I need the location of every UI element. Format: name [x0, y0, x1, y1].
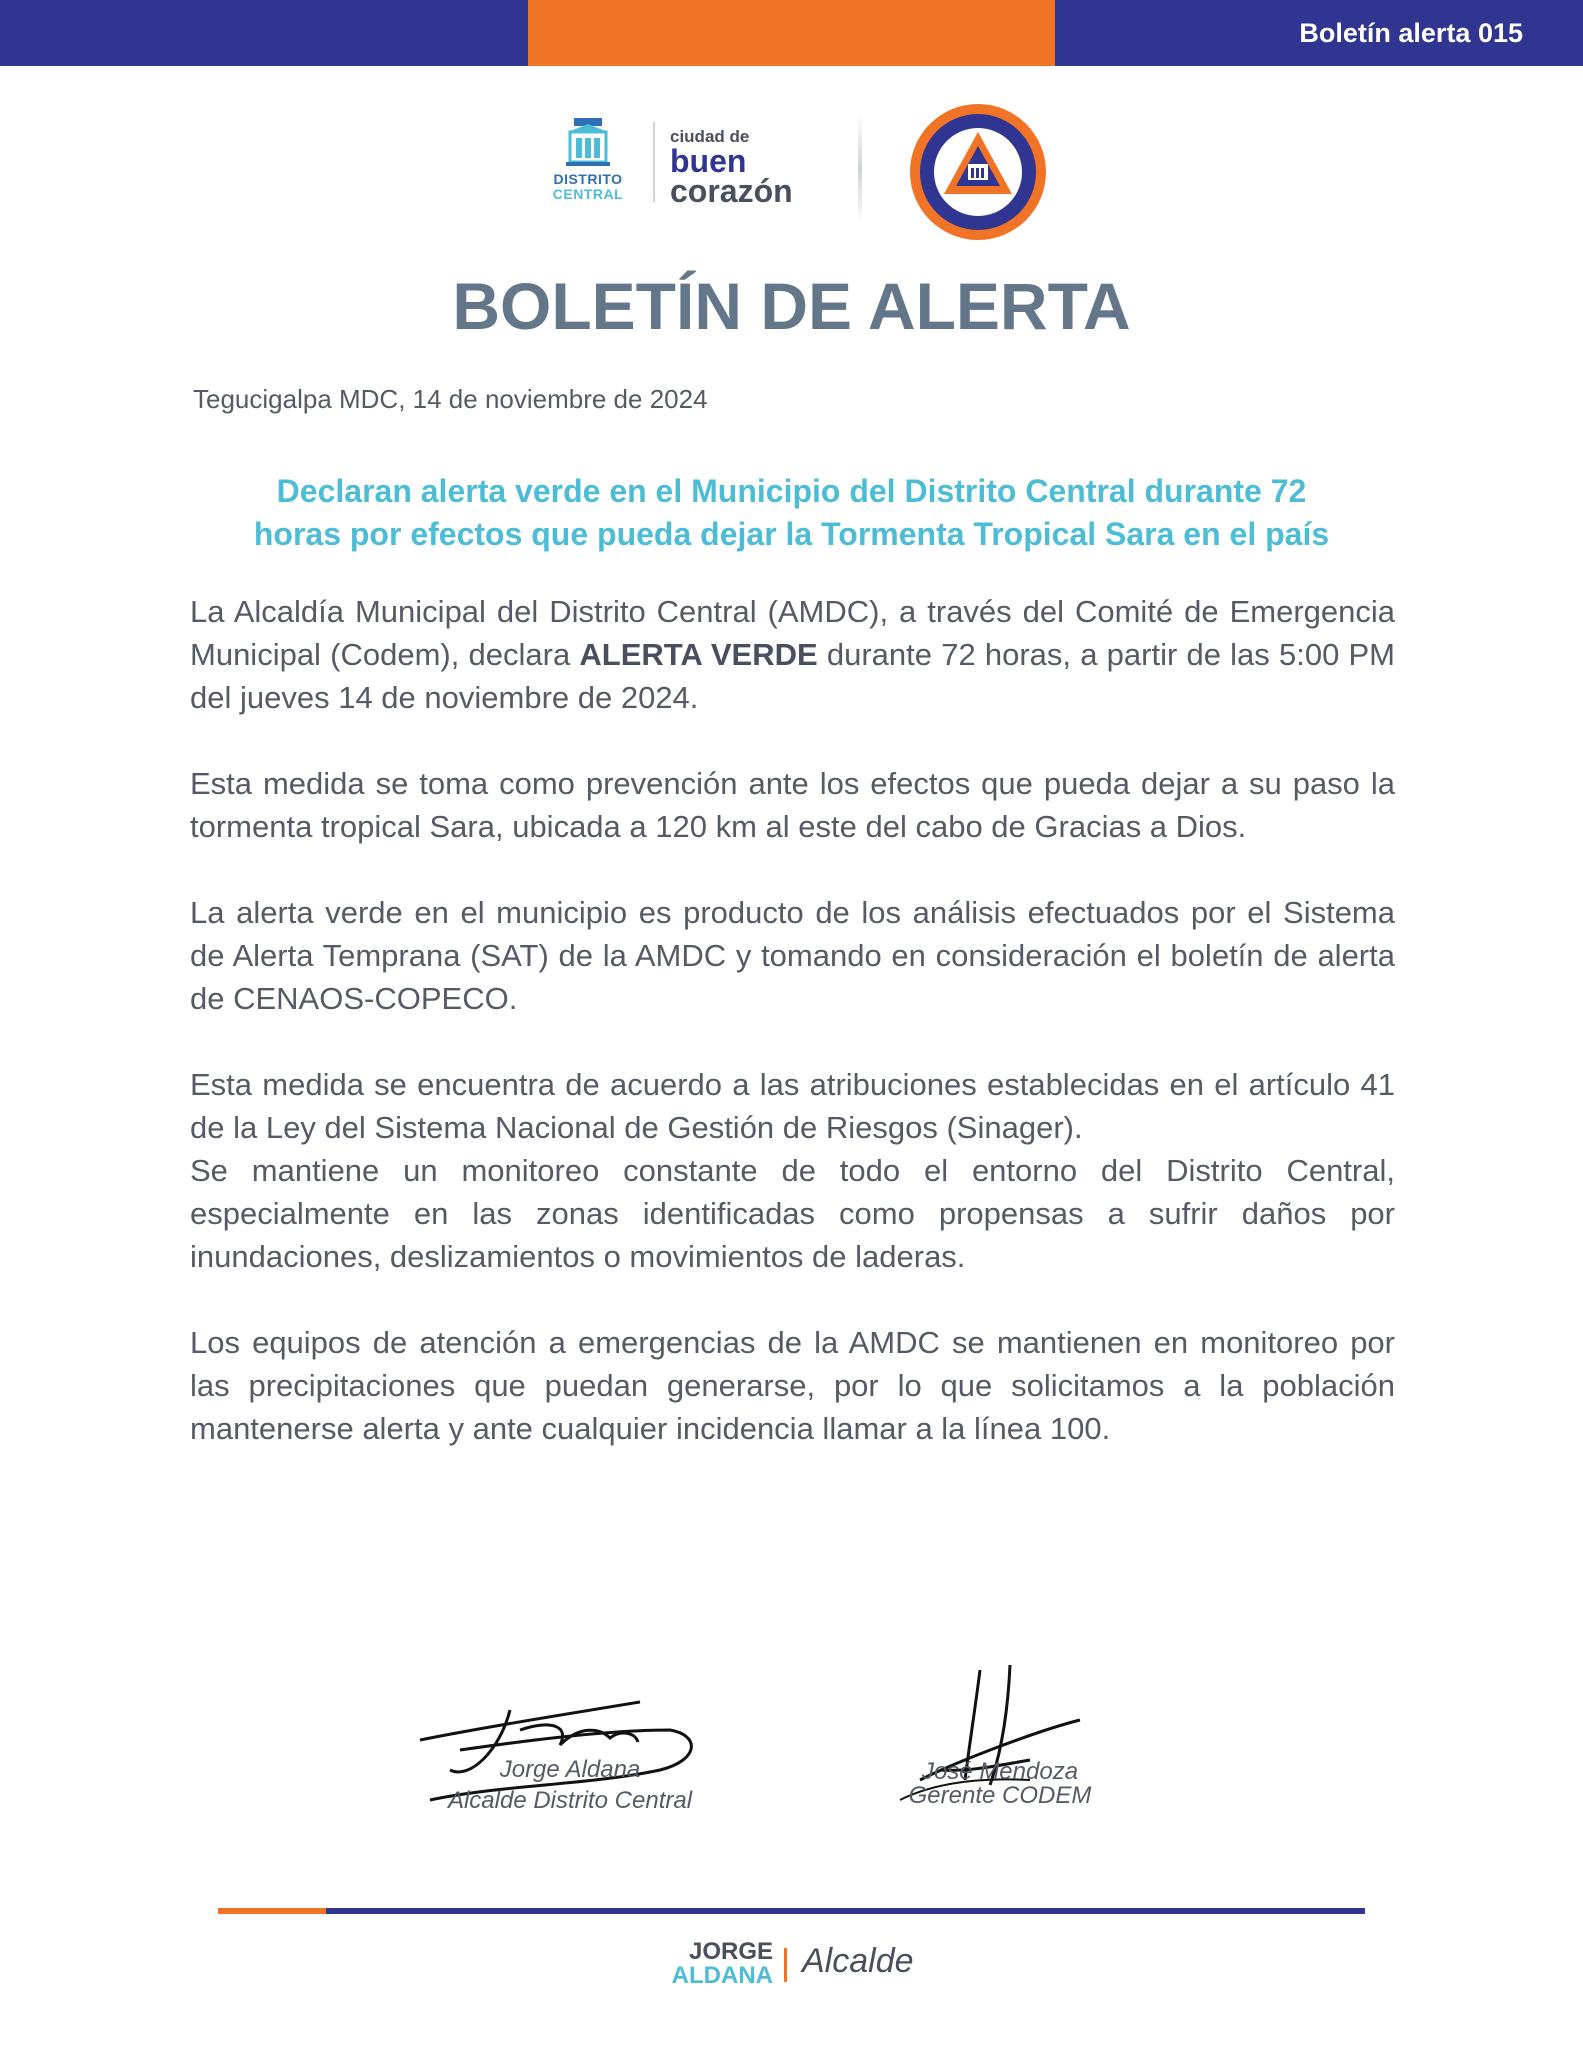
headline — [150, 470, 1433, 556]
buen-corazon-logo — [670, 128, 840, 208]
paragraph-3: La alerta verde en el municipio es producto de los análisis efectuados por el Sistema de Alerta Temprana (SAT) de la AMDC y tomando en consideración el boletín de alerta de CENAOS-COPECO. — [190, 895, 1395, 1016]
paragraph-2: Esta medida se toma como prevención ante los efectos que pueda dejar a su paso la tormenta tropical Sara, ubicada a 120 km al este del cabo de Gracias a Dios. — [190, 766, 1395, 844]
signature-2-name: José Mendoza — [921, 1758, 1079, 1785]
footer-role: Alcalde — [802, 1942, 914, 1980]
footer-separator — [784, 1948, 787, 1982]
footer-name-line2: ALDANA — [671, 1962, 773, 1989]
distrito-central-logo — [538, 112, 638, 212]
footer-rule-blue — [326, 1908, 1365, 1914]
footer-name — [648, 1940, 773, 1988]
logo-divider-2 — [858, 114, 862, 224]
header-bar-center — [528, 0, 1055, 66]
logo-divider — [653, 122, 655, 202]
dc-line2: CENTRAL — [552, 186, 624, 202]
codem-seal-icon — [908, 102, 1048, 242]
signature-2-role: Gerente CODEM — [908, 1782, 1092, 1809]
footer-rule-orange — [218, 1908, 326, 1914]
paragraph-6: Los equipos de atención a emergencias de la AMDC se mantienen en monitoreo por las precipitaciones que puedan generarse, por lo que solicitamos a la población mantenerse alerta y ante cualquier incidencia llamar a la línea 100. — [190, 1325, 1395, 1446]
city-hall-icon — [538, 112, 638, 174]
bc-line2: buen — [670, 143, 747, 179]
date-line: Tegucigalpa MDC, 14 de noviembre de 2024 — [193, 384, 708, 414]
codem-logo — [908, 102, 1048, 242]
p1-text-a: La Alcaldía Municipal del Distrito Central (AMDC), a través del Comité de Emergencia Municipal (Codem), declara — [190, 594, 1395, 672]
paragraph-4: Esta medida se encuentra de acuerdo a las atribuciones establecidas en el artículo 41 de la Ley del Sistema Nacional de Gestión de Riesgos (Sinager). — [190, 1067, 1395, 1145]
paragraph-1 — [190, 590, 1395, 719]
p1-bold: ALERTA VERDE — [579, 637, 818, 672]
p1-text-b: durante 72 horas, a partir de las 5:00 PM del jueves 14 de noviembre de 2024. — [190, 637, 1396, 715]
footer-name-line1: JORGE — [688, 1938, 773, 1965]
header-bar-left — [0, 0, 528, 66]
signature-1-role: Alcalde Distrito Central — [447, 1787, 693, 1814]
dc-line1: DISTRITO — [553, 171, 623, 187]
headline-line1: Declaran alerta verde en el Municipio del Distrito Central durante 72 — [276, 473, 1307, 509]
body-text — [190, 590, 1395, 1450]
page-title: BOLETÍN DE ALERTA — [452, 269, 1131, 343]
headline-line2: horas por efectos que pueda dejar la Tormenta Tropical Sara en el país — [253, 516, 1330, 552]
bc-line1: ciudad de — [670, 127, 750, 146]
bc-line3: corazón — [670, 173, 793, 209]
signature-1-name: Jorge Aldana — [499, 1756, 641, 1783]
bulletin-number: Boletín alerta 015 — [1299, 18, 1523, 48]
paragraph-5: Se mantiene un monitoreo constante de todo el entorno del Distrito Central, especialmente en las zonas identificadas como propensas a sufrir daños por inundaciones, deslizamientos o movimientos de laderas. — [190, 1153, 1395, 1274]
